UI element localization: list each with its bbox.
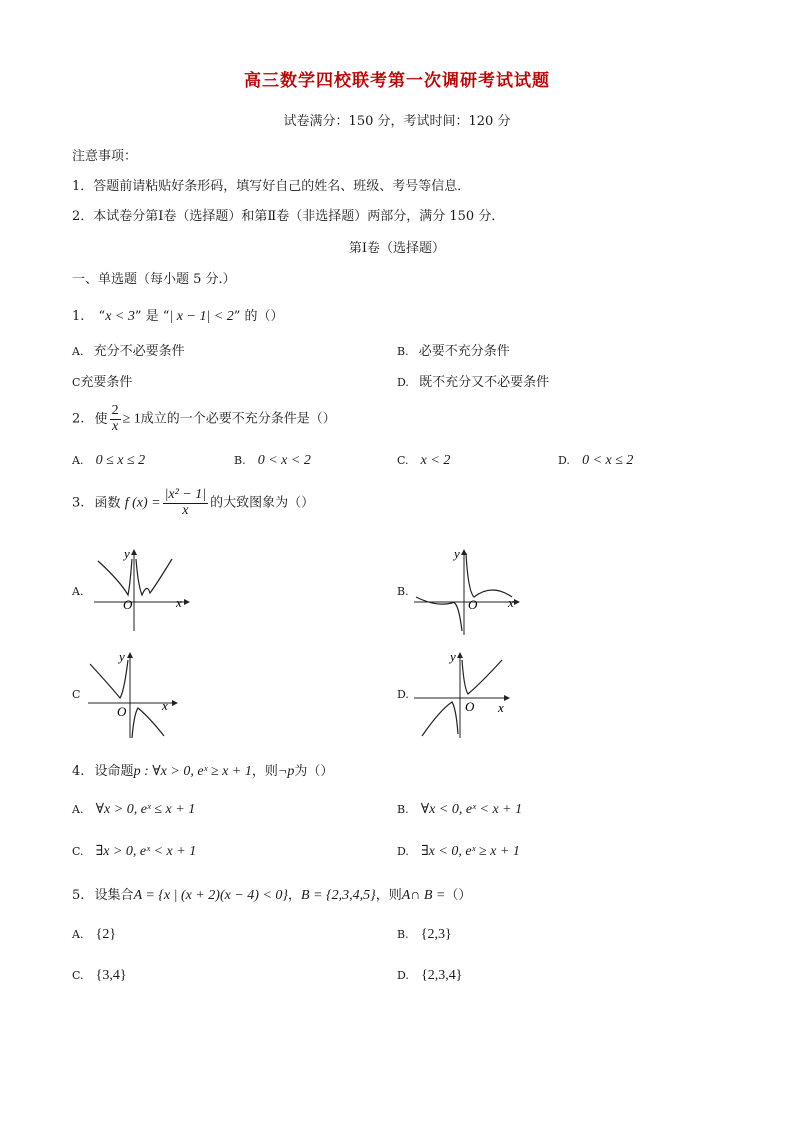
q3-option-b-graph[interactable] (412, 545, 532, 637)
q5-option-c[interactable] (72, 968, 127, 984)
curve-right (462, 660, 502, 694)
q2-fraction-denominator: x (111, 418, 119, 434)
q1-option-b-label: B. (397, 345, 409, 358)
q3-option-c-graph[interactable] (86, 648, 196, 740)
x-axis-label: x (162, 698, 168, 713)
x-axis-label: x (508, 595, 514, 610)
x-axis-arrow (172, 700, 178, 706)
q5-option-b-label: B. (397, 928, 409, 941)
q1-number: 1. (72, 309, 85, 324)
q4-suffix: 为（） (294, 764, 334, 779)
q4-option-c[interactable] (72, 843, 196, 860)
q4-option-b-label: B. (397, 803, 409, 816)
x-axis-label: x (176, 595, 182, 610)
question-5 (72, 884, 471, 904)
q5-set-a: A = {x | (x + 2)(x − 4) < 0} (133, 888, 288, 903)
q5-option-b-text: {2,3} (420, 927, 452, 942)
exam-info: 试卷满分：150 分，考试时间：120 分 (283, 114, 511, 129)
q5-option-a-text: {2} (95, 927, 117, 942)
q1-option-d-label: D. (397, 376, 409, 389)
q5-set-b: B = {2,3,4,5} (301, 888, 376, 903)
curve-left (98, 559, 132, 595)
q1-option-d-text: 既不充分又不必要条件 (419, 375, 550, 390)
q2-fraction (110, 404, 121, 434)
q3-option-a-graph[interactable] (92, 545, 202, 635)
q2-prefix: 使 (94, 411, 108, 427)
y-axis-label: y (454, 546, 460, 561)
q1-condition-1: x < 3 (105, 309, 135, 324)
note-item-1: 1．答题前请粘贴好条形码，填写好自己的姓名、班级、考号等信息． (72, 179, 471, 194)
q4-option-a[interactable] (72, 801, 195, 818)
y-axis-arrow (457, 652, 463, 658)
origin-label: O (117, 704, 127, 719)
question-4 (72, 760, 333, 780)
x-axis-label: x (498, 700, 504, 715)
x-axis-arrow (184, 599, 190, 605)
q5-suffix: （） (445, 888, 472, 903)
q1-option-c[interactable] (72, 371, 132, 390)
q1-quote-open: “ (98, 309, 106, 324)
q4-option-b[interactable] (397, 801, 522, 818)
q2-option-c-text: x < 2 (420, 453, 451, 468)
q2-option-c-label: C. (397, 454, 409, 467)
q4-mid: ，则 (251, 764, 278, 779)
q1-option-b[interactable] (397, 340, 510, 359)
q4-proposition: p : ∀x > 0, eˣ ≥ x + 1 (133, 764, 252, 779)
q3-option-c-label[interactable]: C (72, 688, 81, 701)
y-axis-arrow (131, 549, 137, 555)
q1-option-a[interactable] (72, 340, 185, 359)
q4-option-a-text: ∀x > 0, eˣ ≤ x + 1 (95, 802, 196, 817)
q4-option-a-label: A. (72, 803, 84, 816)
q2-option-b-text: 0 < x < 2 (257, 453, 311, 468)
section1-title: 一、单选题（每小题 5 分.） (72, 272, 236, 287)
origin-label: O (468, 597, 478, 612)
q3-option-b-label[interactable]: B. (397, 585, 409, 598)
q3-suffix: 的大致图象为（） (210, 495, 315, 511)
q5-number: 5. (72, 888, 85, 903)
q5-option-d[interactable] (397, 968, 463, 984)
q5-option-a-label: A. (72, 928, 84, 941)
q5-option-a[interactable] (72, 927, 116, 943)
q5-option-c-text: {3,4} (95, 968, 127, 983)
x-axis-arrow (514, 599, 520, 605)
curve-left (90, 660, 128, 698)
q3-option-d-graph[interactable] (412, 648, 532, 740)
q3-number: 3. (72, 495, 85, 511)
curve-right (132, 708, 164, 738)
page-title: 高三数学四校联考第一次调研考试试题 (244, 71, 550, 91)
curve-left (422, 702, 458, 736)
y-axis-label: y (450, 649, 456, 664)
q3-function-name: f (x) = (124, 495, 161, 511)
q3-option-d-label[interactable]: D. (397, 688, 409, 701)
q5-mid: ，则 (375, 888, 402, 903)
q3-option-a-label[interactable]: A. (72, 585, 84, 598)
question-3 (72, 488, 314, 518)
q5-option-c-label: C. (72, 969, 84, 982)
x-axis-arrow (504, 695, 510, 701)
q1-option-a-label: A. (72, 345, 84, 358)
q2-option-a-text: 0 ≤ x ≤ 2 (95, 453, 146, 468)
curve-right (466, 553, 512, 597)
q1-option-b-text: 必要不充分条件 (418, 344, 510, 359)
q3-prefix: 函数 (94, 495, 121, 511)
q2-suffix: 成立的一个必要不充分条件是（） (140, 411, 336, 427)
q4-option-c-label: C. (72, 845, 84, 858)
q2-option-b[interactable] (234, 453, 311, 469)
q5-separator: ， (288, 888, 302, 903)
q3-fraction-numerator: |x² − 1| (164, 487, 207, 502)
question-2 (72, 404, 336, 434)
q1-option-c-text: 充要条件 (80, 375, 133, 390)
question-1 (72, 305, 284, 325)
origin-label: O (465, 699, 475, 714)
q2-fraction-numerator: 2 (111, 403, 119, 418)
q4-negation: ¬p (277, 764, 295, 779)
q1-quote-mid: ” 是 “ (134, 309, 170, 324)
q5-option-d-text: {2,3,4} (421, 968, 463, 983)
q5-option-b[interactable] (397, 927, 452, 943)
q4-option-b-text: ∀x < 0, eˣ < x + 1 (420, 802, 523, 817)
q1-quote-close: ” 的（） (233, 309, 284, 324)
q2-option-b-label: B. (234, 454, 246, 467)
q2-option-c[interactable] (397, 453, 450, 469)
q1-option-c-label: C (72, 376, 81, 389)
part1-title: 第Ⅰ卷（选择题） (348, 241, 446, 256)
origin-label: O (123, 597, 133, 612)
q2-inequality: ≥ 1 (122, 411, 141, 427)
q4-option-d[interactable] (397, 843, 520, 860)
q4-option-d-label: D. (397, 845, 409, 858)
q4-prefix: 设命题 (94, 764, 134, 779)
q4-option-d-text: ∃x < 0, eˣ ≥ x + 1 (421, 844, 520, 859)
curve-right (136, 559, 172, 595)
q2-option-d-label: D. (558, 454, 570, 467)
q4-option-c-text: ∃x > 0, eˣ < x + 1 (95, 844, 197, 859)
q3-fraction (163, 488, 209, 518)
q5-prefix: 设集合 (94, 888, 134, 903)
q2-option-a-label: A. (72, 454, 84, 467)
q2-option-d-text: 0 < x ≤ 2 (582, 453, 634, 468)
q1-option-a-text: 充分不必要条件 (93, 344, 185, 359)
q4-number: 4. (72, 764, 85, 779)
q3-fraction-denominator: x (182, 502, 189, 518)
q5-option-d-label: D. (397, 969, 409, 982)
y-axis-label: y (124, 546, 130, 561)
q1-condition-2: | x − 1| < 2 (169, 309, 234, 324)
notes-heading: 注意事项： (72, 149, 138, 164)
y-axis-arrow (127, 652, 133, 658)
q2-number: 2. (72, 411, 85, 427)
note-item-2: 2．本试卷分第Ⅰ卷（选择题）和第Ⅱ卷（非选择题）两部分，满分 150 分． (72, 209, 505, 224)
y-axis-label: y (119, 649, 125, 664)
q5-expression: A∩ B = (401, 888, 446, 903)
q1-option-d[interactable] (397, 371, 549, 390)
q2-option-d[interactable] (558, 453, 633, 469)
q2-option-a[interactable] (72, 453, 145, 469)
